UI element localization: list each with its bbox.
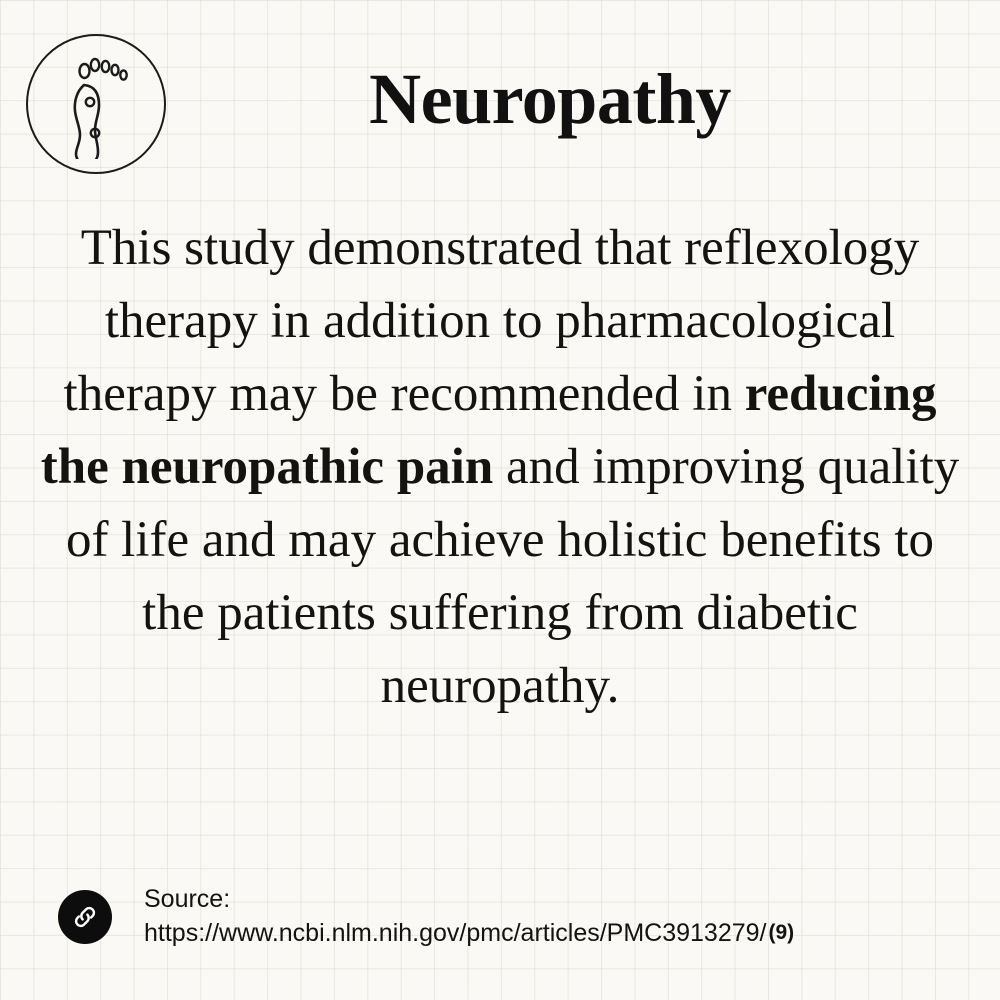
source-url-line bbox=[144, 916, 794, 950]
link-icon bbox=[58, 890, 112, 944]
body-segment-highlight: reducing the neuropathic pain bbox=[40, 366, 937, 495]
source-url[interactable]: https://www.ncbi.nlm.nih.gov/pmc/articles/PMC3913279/ bbox=[144, 919, 767, 947]
body-segment-3: and improving quality of life and may achieve holistic benefits to the patients suffering from diabetic neuropathy. bbox=[65, 439, 960, 714]
body-paragraph bbox=[40, 212, 960, 723]
source-reference: (9) bbox=[768, 921, 795, 944]
page-title: Neuropathy bbox=[369, 59, 731, 139]
body-segment-1: This study demonstrated that reflexology therapy in addition to pharmacological therapy may be recommended in bbox=[63, 220, 920, 422]
footprint-icon bbox=[26, 34, 166, 174]
source-label: Source: bbox=[144, 885, 231, 913]
source-text-block bbox=[144, 882, 794, 950]
card-header bbox=[0, 28, 1000, 178]
source-footer bbox=[58, 882, 958, 952]
